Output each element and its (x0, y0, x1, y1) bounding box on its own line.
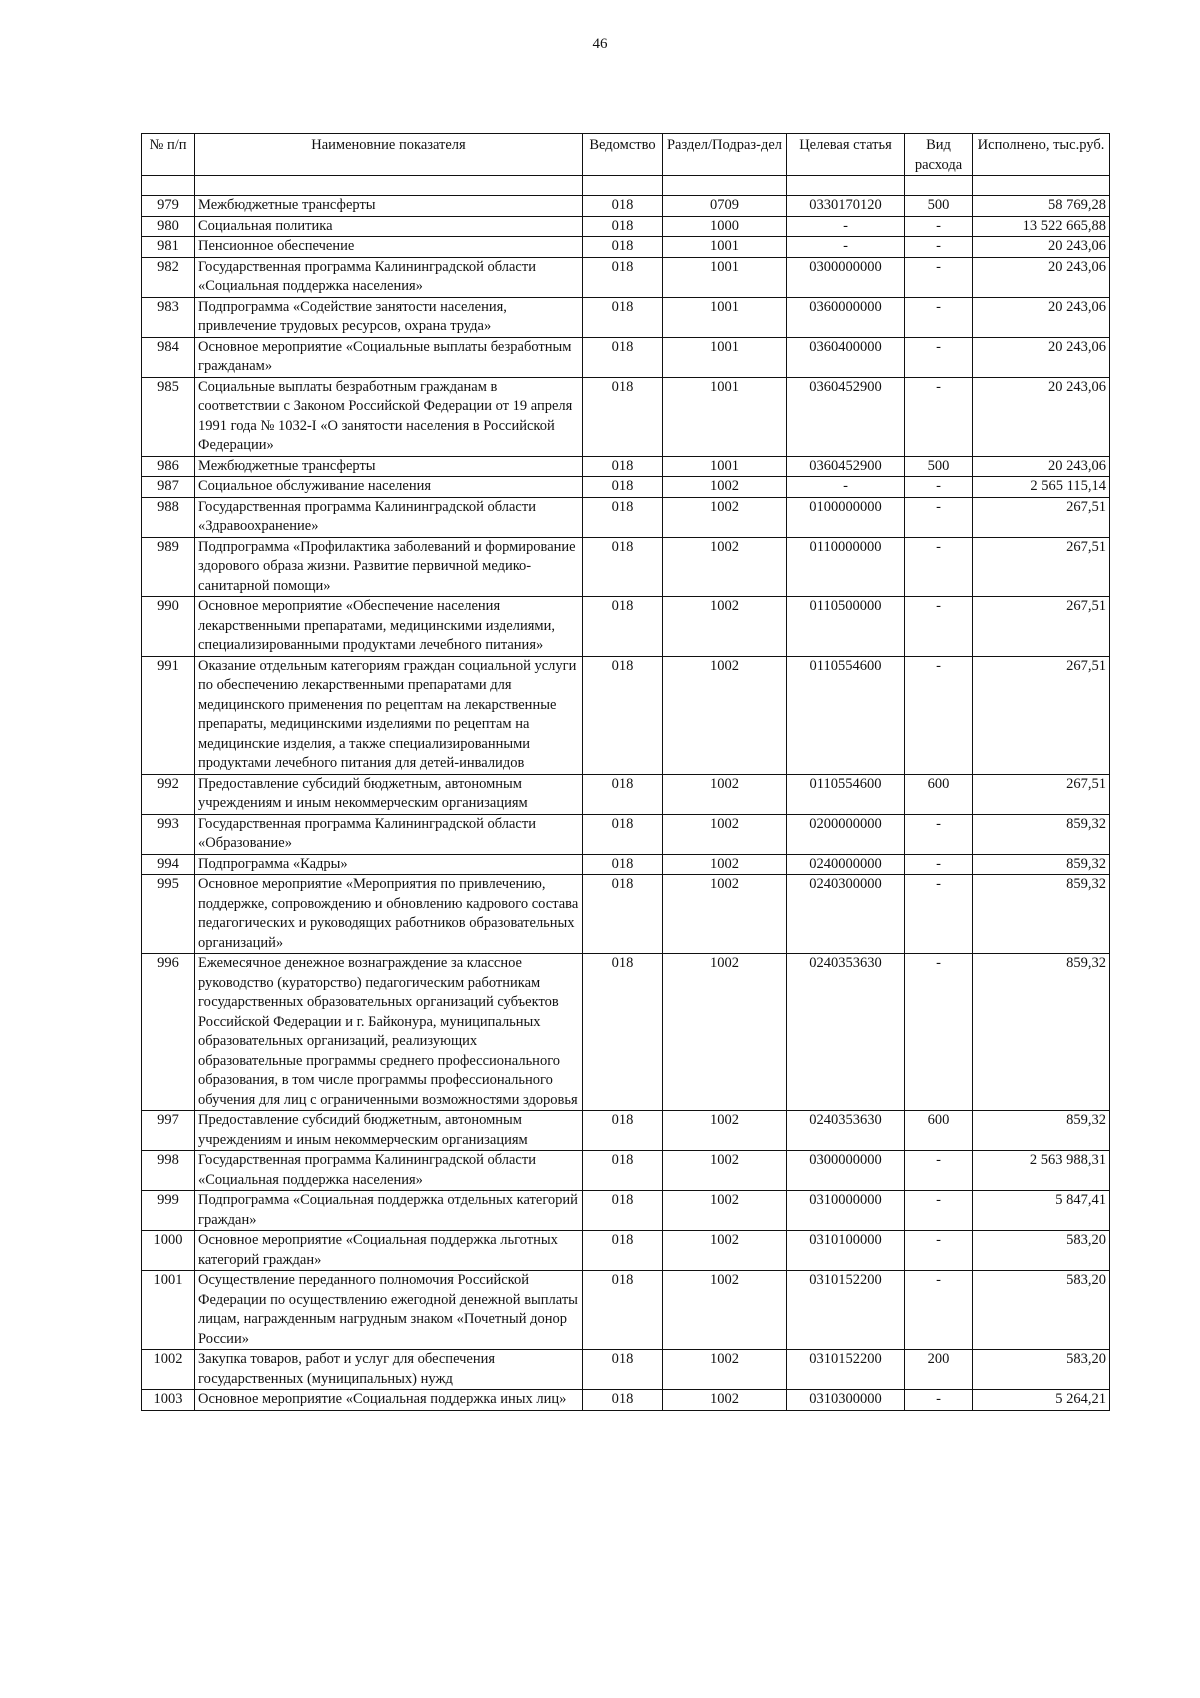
row-number: 999 (142, 1191, 195, 1231)
table-row (142, 875, 1110, 954)
row-name: Социальные выплаты безработным гражданам в соответствии с Законом Российской Федерации от 19 апреля 1991 года № 1032-I «О занятости населения в Российской Федерации» (195, 377, 583, 456)
row-target: 0310100000 (787, 1231, 905, 1271)
row-name: Основное мероприятие «Социальная поддержка льготных категорий граждан» (195, 1231, 583, 1271)
row-target: - (787, 237, 905, 258)
row-target: 0110554600 (787, 774, 905, 814)
row-target: 0310300000 (787, 1390, 905, 1411)
row-kind: - (905, 1271, 973, 1350)
table-row (142, 1271, 1110, 1350)
row-section: 1002 (663, 1350, 787, 1390)
row-amount: 5 264,21 (973, 1390, 1110, 1411)
row-number: 986 (142, 456, 195, 477)
column-header-name: Наименовние показателя (195, 134, 583, 176)
row-name: Основное мероприятие «Социальные выплаты безработным гражданам» (195, 337, 583, 377)
row-department: 018 (583, 196, 663, 217)
row-name: Государственная программа Калининградской области «Социальная поддержка населения» (195, 1151, 583, 1191)
row-department: 018 (583, 1191, 663, 1231)
table-row (142, 497, 1110, 537)
row-department: 018 (583, 216, 663, 237)
row-kind: - (905, 1151, 973, 1191)
table-row (142, 237, 1110, 258)
page-number: 46 (592, 36, 608, 52)
column-header-number: № п/п (142, 134, 195, 176)
row-number: 1002 (142, 1350, 195, 1390)
row-number: 982 (142, 257, 195, 297)
row-department: 018 (583, 854, 663, 875)
row-department: 018 (583, 337, 663, 377)
row-department: 018 (583, 456, 663, 477)
row-kind: - (905, 1390, 973, 1411)
row-kind: - (905, 875, 973, 954)
row-department: 018 (583, 1350, 663, 1390)
row-number: 996 (142, 954, 195, 1111)
row-department: 018 (583, 237, 663, 258)
row-amount: 58 769,28 (973, 196, 1110, 217)
row-department: 018 (583, 774, 663, 814)
row-number: 983 (142, 297, 195, 337)
row-target: 0310000000 (787, 1191, 905, 1231)
row-department: 018 (583, 814, 663, 854)
row-kind: - (905, 477, 973, 498)
row-department: 018 (583, 377, 663, 456)
row-name: Подпрограмма «Социальная поддержка отдельных категорий граждан» (195, 1191, 583, 1231)
row-number: 984 (142, 337, 195, 377)
row-amount: 20 243,06 (973, 337, 1110, 377)
row-kind: - (905, 297, 973, 337)
row-kind: - (905, 337, 973, 377)
table-row (142, 954, 1110, 1111)
row-department: 018 (583, 656, 663, 774)
row-department: 018 (583, 954, 663, 1111)
row-target: 0110554600 (787, 656, 905, 774)
row-name: Государственная программа Калининградской области «Образование» (195, 814, 583, 854)
table-row (142, 297, 1110, 337)
row-target: 0360400000 (787, 337, 905, 377)
row-department: 018 (583, 257, 663, 297)
table-body (142, 196, 1110, 1411)
row-target: 0240353630 (787, 954, 905, 1111)
row-department: 018 (583, 1390, 663, 1411)
row-number: 994 (142, 854, 195, 875)
table-row (142, 1390, 1110, 1411)
column-header-section: Раздел/Подраз-дел (663, 134, 787, 176)
row-name: Подпрограмма «Кадры» (195, 854, 583, 875)
row-amount: 20 243,06 (973, 456, 1110, 477)
row-name: Основное мероприятие «Социальная поддержка иных лиц» (195, 1390, 583, 1411)
row-target: 0310152200 (787, 1271, 905, 1350)
table-row (142, 814, 1110, 854)
row-target: - (787, 477, 905, 498)
row-kind: - (905, 497, 973, 537)
table-row (142, 1231, 1110, 1271)
row-name: Подпрограмма «Профилактика заболеваний и формирование здорового образа жизни. Развитие первичной медико-санитарной помощи» (195, 537, 583, 597)
row-section: 1001 (663, 337, 787, 377)
row-number: 1001 (142, 1271, 195, 1350)
row-number: 979 (142, 196, 195, 217)
row-section: 1002 (663, 814, 787, 854)
row-kind: - (905, 537, 973, 597)
row-name: Ежемесячное денежное вознаграждение за классное руководство (кураторство) педагогическим работникам государственных образовательных организаций субъектов Российской Федерации и г. Байконура, муниципальных образовательных организаций, реализующих образовательные программы среднего профессионального образования, в том числе программы профессионального обучения для лиц с ограниченными возможностями здоровья (195, 954, 583, 1111)
row-section: 1002 (663, 1191, 787, 1231)
table-row (142, 456, 1110, 477)
row-kind: - (905, 656, 973, 774)
row-amount: 859,32 (973, 1111, 1110, 1151)
row-kind: - (905, 216, 973, 237)
row-amount: 2 565 115,14 (973, 477, 1110, 498)
row-number: 991 (142, 656, 195, 774)
row-number: 985 (142, 377, 195, 456)
row-target: 0300000000 (787, 1151, 905, 1191)
row-amount: 20 243,06 (973, 237, 1110, 258)
row-section: 1002 (663, 1111, 787, 1151)
row-kind: - (905, 257, 973, 297)
column-header-department: Ведомство (583, 134, 663, 176)
row-section: 1002 (663, 1231, 787, 1271)
table-row (142, 216, 1110, 237)
row-name: Межбюджетные трансферты (195, 456, 583, 477)
row-target: 0240353630 (787, 1111, 905, 1151)
row-amount: 859,32 (973, 854, 1110, 875)
row-section: 1000 (663, 216, 787, 237)
row-number: 1003 (142, 1390, 195, 1411)
row-amount: 859,32 (973, 814, 1110, 854)
row-amount: 267,51 (973, 497, 1110, 537)
row-section: 1002 (663, 477, 787, 498)
row-name: Межбюджетные трансферты (195, 196, 583, 217)
row-number: 988 (142, 497, 195, 537)
row-target: 0240000000 (787, 854, 905, 875)
row-target: 0110000000 (787, 537, 905, 597)
row-department: 018 (583, 1231, 663, 1271)
row-name: Государственная программа Калининградской области «Здравоохранение» (195, 497, 583, 537)
table-row (142, 656, 1110, 774)
row-department: 018 (583, 597, 663, 657)
row-section: 1002 (663, 875, 787, 954)
row-amount: 583,20 (973, 1350, 1110, 1390)
row-kind: - (905, 1191, 973, 1231)
row-section: 1002 (663, 854, 787, 875)
column-header-amount: Исполнено, тыс.руб. (973, 134, 1110, 176)
row-section: 1002 (663, 1151, 787, 1191)
row-target: 0310152200 (787, 1350, 905, 1390)
table-row (142, 377, 1110, 456)
row-section: 0709 (663, 196, 787, 217)
row-amount: 5 847,41 (973, 1191, 1110, 1231)
row-section: 1002 (663, 1390, 787, 1411)
row-section: 1001 (663, 377, 787, 456)
table-row (142, 1191, 1110, 1231)
row-department: 018 (583, 477, 663, 498)
row-target: 0100000000 (787, 497, 905, 537)
row-name: Социальное обслуживание населения (195, 477, 583, 498)
table-row (142, 337, 1110, 377)
row-department: 018 (583, 497, 663, 537)
column-header-target: Целевая статья (787, 134, 905, 176)
row-target: 0200000000 (787, 814, 905, 854)
row-department: 018 (583, 297, 663, 337)
row-kind: - (905, 1231, 973, 1271)
row-amount: 2 563 988,31 (973, 1151, 1110, 1191)
row-section: 1002 (663, 597, 787, 657)
row-number: 980 (142, 216, 195, 237)
row-number: 992 (142, 774, 195, 814)
row-amount: 13 522 665,88 (973, 216, 1110, 237)
row-name: Предоставление субсидий бюджетным, автономным учреждениям и иным некоммерческим организациям (195, 774, 583, 814)
row-section: 1002 (663, 954, 787, 1111)
table-row (142, 196, 1110, 217)
row-kind: - (905, 377, 973, 456)
row-name: Предоставление субсидий бюджетным, автономным учреждениям и иным некоммерческим организациям (195, 1111, 583, 1151)
row-number: 993 (142, 814, 195, 854)
row-section: 1002 (663, 1271, 787, 1350)
table-row (142, 774, 1110, 814)
row-department: 018 (583, 537, 663, 597)
row-name: Закупка товаров, работ и услуг для обеспечения государственных (муниципальных) нужд (195, 1350, 583, 1390)
row-amount: 20 243,06 (973, 257, 1110, 297)
row-section: 1001 (663, 297, 787, 337)
row-number: 981 (142, 237, 195, 258)
table-row (142, 257, 1110, 297)
row-amount: 859,32 (973, 875, 1110, 954)
row-number: 1000 (142, 1231, 195, 1271)
row-section: 1002 (663, 497, 787, 537)
column-header-kind: Вид расхода (905, 134, 973, 176)
row-kind: 200 (905, 1350, 973, 1390)
row-amount: 583,20 (973, 1271, 1110, 1350)
row-name: Социальная политика (195, 216, 583, 237)
row-department: 018 (583, 1111, 663, 1151)
row-section: 1001 (663, 456, 787, 477)
row-kind: 600 (905, 774, 973, 814)
row-number: 995 (142, 875, 195, 954)
table-row (142, 1151, 1110, 1191)
row-section: 1002 (663, 656, 787, 774)
row-department: 018 (583, 875, 663, 954)
row-section: 1001 (663, 237, 787, 258)
row-amount: 267,51 (973, 774, 1110, 814)
table-row (142, 1111, 1110, 1151)
row-target: 0110500000 (787, 597, 905, 657)
row-target: 0360452900 (787, 456, 905, 477)
table-row (142, 537, 1110, 597)
header-spacer-row (142, 176, 1110, 196)
row-name: Подпрограмма «Содействие занятости населения, привлечение трудовых ресурсов, охрана труда» (195, 297, 583, 337)
row-department: 018 (583, 1151, 663, 1191)
row-kind: - (905, 237, 973, 258)
row-amount: 583,20 (973, 1231, 1110, 1271)
row-section: 1002 (663, 537, 787, 597)
row-section: 1001 (663, 257, 787, 297)
row-target: 0240300000 (787, 875, 905, 954)
table-row (142, 597, 1110, 657)
row-target: - (787, 216, 905, 237)
row-target: 0300000000 (787, 257, 905, 297)
row-kind: - (905, 854, 973, 875)
row-target: 0360000000 (787, 297, 905, 337)
row-amount: 20 243,06 (973, 297, 1110, 337)
row-department: 018 (583, 1271, 663, 1350)
row-name: Основное мероприятие «Обеспечение населения лекарственными препаратами, медицинскими изделиями, специализированными продуктами лечебного питания» (195, 597, 583, 657)
row-kind: - (905, 814, 973, 854)
row-section: 1002 (663, 774, 787, 814)
table-row (142, 854, 1110, 875)
row-target: 0330170120 (787, 196, 905, 217)
row-number: 997 (142, 1111, 195, 1151)
budget-table (141, 133, 1110, 1411)
row-target: 0360452900 (787, 377, 905, 456)
row-number: 990 (142, 597, 195, 657)
row-amount: 20 243,06 (973, 377, 1110, 456)
table-header (142, 134, 1110, 196)
row-kind: 600 (905, 1111, 973, 1151)
table-row (142, 1350, 1110, 1390)
row-name: Пенсионное обеспечение (195, 237, 583, 258)
row-amount: 267,51 (973, 597, 1110, 657)
row-amount: 267,51 (973, 656, 1110, 774)
row-name: Основное мероприятие «Мероприятия по привлечению, поддержке, сопровождению и обновлению кадрового состава педагогических и руководящих работников образовательных организаций» (195, 875, 583, 954)
row-number: 989 (142, 537, 195, 597)
row-kind: - (905, 597, 973, 657)
row-amount: 859,32 (973, 954, 1110, 1111)
row-kind: 500 (905, 196, 973, 217)
row-amount: 267,51 (973, 537, 1110, 597)
row-name: Государственная программа Калининградской области «Социальная поддержка населения» (195, 257, 583, 297)
row-number: 998 (142, 1151, 195, 1191)
row-number: 987 (142, 477, 195, 498)
table-row (142, 477, 1110, 498)
row-name: Оказание отдельным категориям граждан социальной услуги по обеспечению лекарственными препаратами для медицинского применения по рецептам на лекарственные препараты, медицинскими изделиями по рецептам на медицинские изделия, а также специализированными продуктами лечебного питания для детей-инвалидов (195, 656, 583, 774)
row-kind: - (905, 954, 973, 1111)
row-name: Осуществление переданного полномочия Российской Федерации по осуществлению ежегодной денежной выплаты лицам, награжденным нагрудным знаком «Почетный донор России» (195, 1271, 583, 1350)
row-kind: 500 (905, 456, 973, 477)
